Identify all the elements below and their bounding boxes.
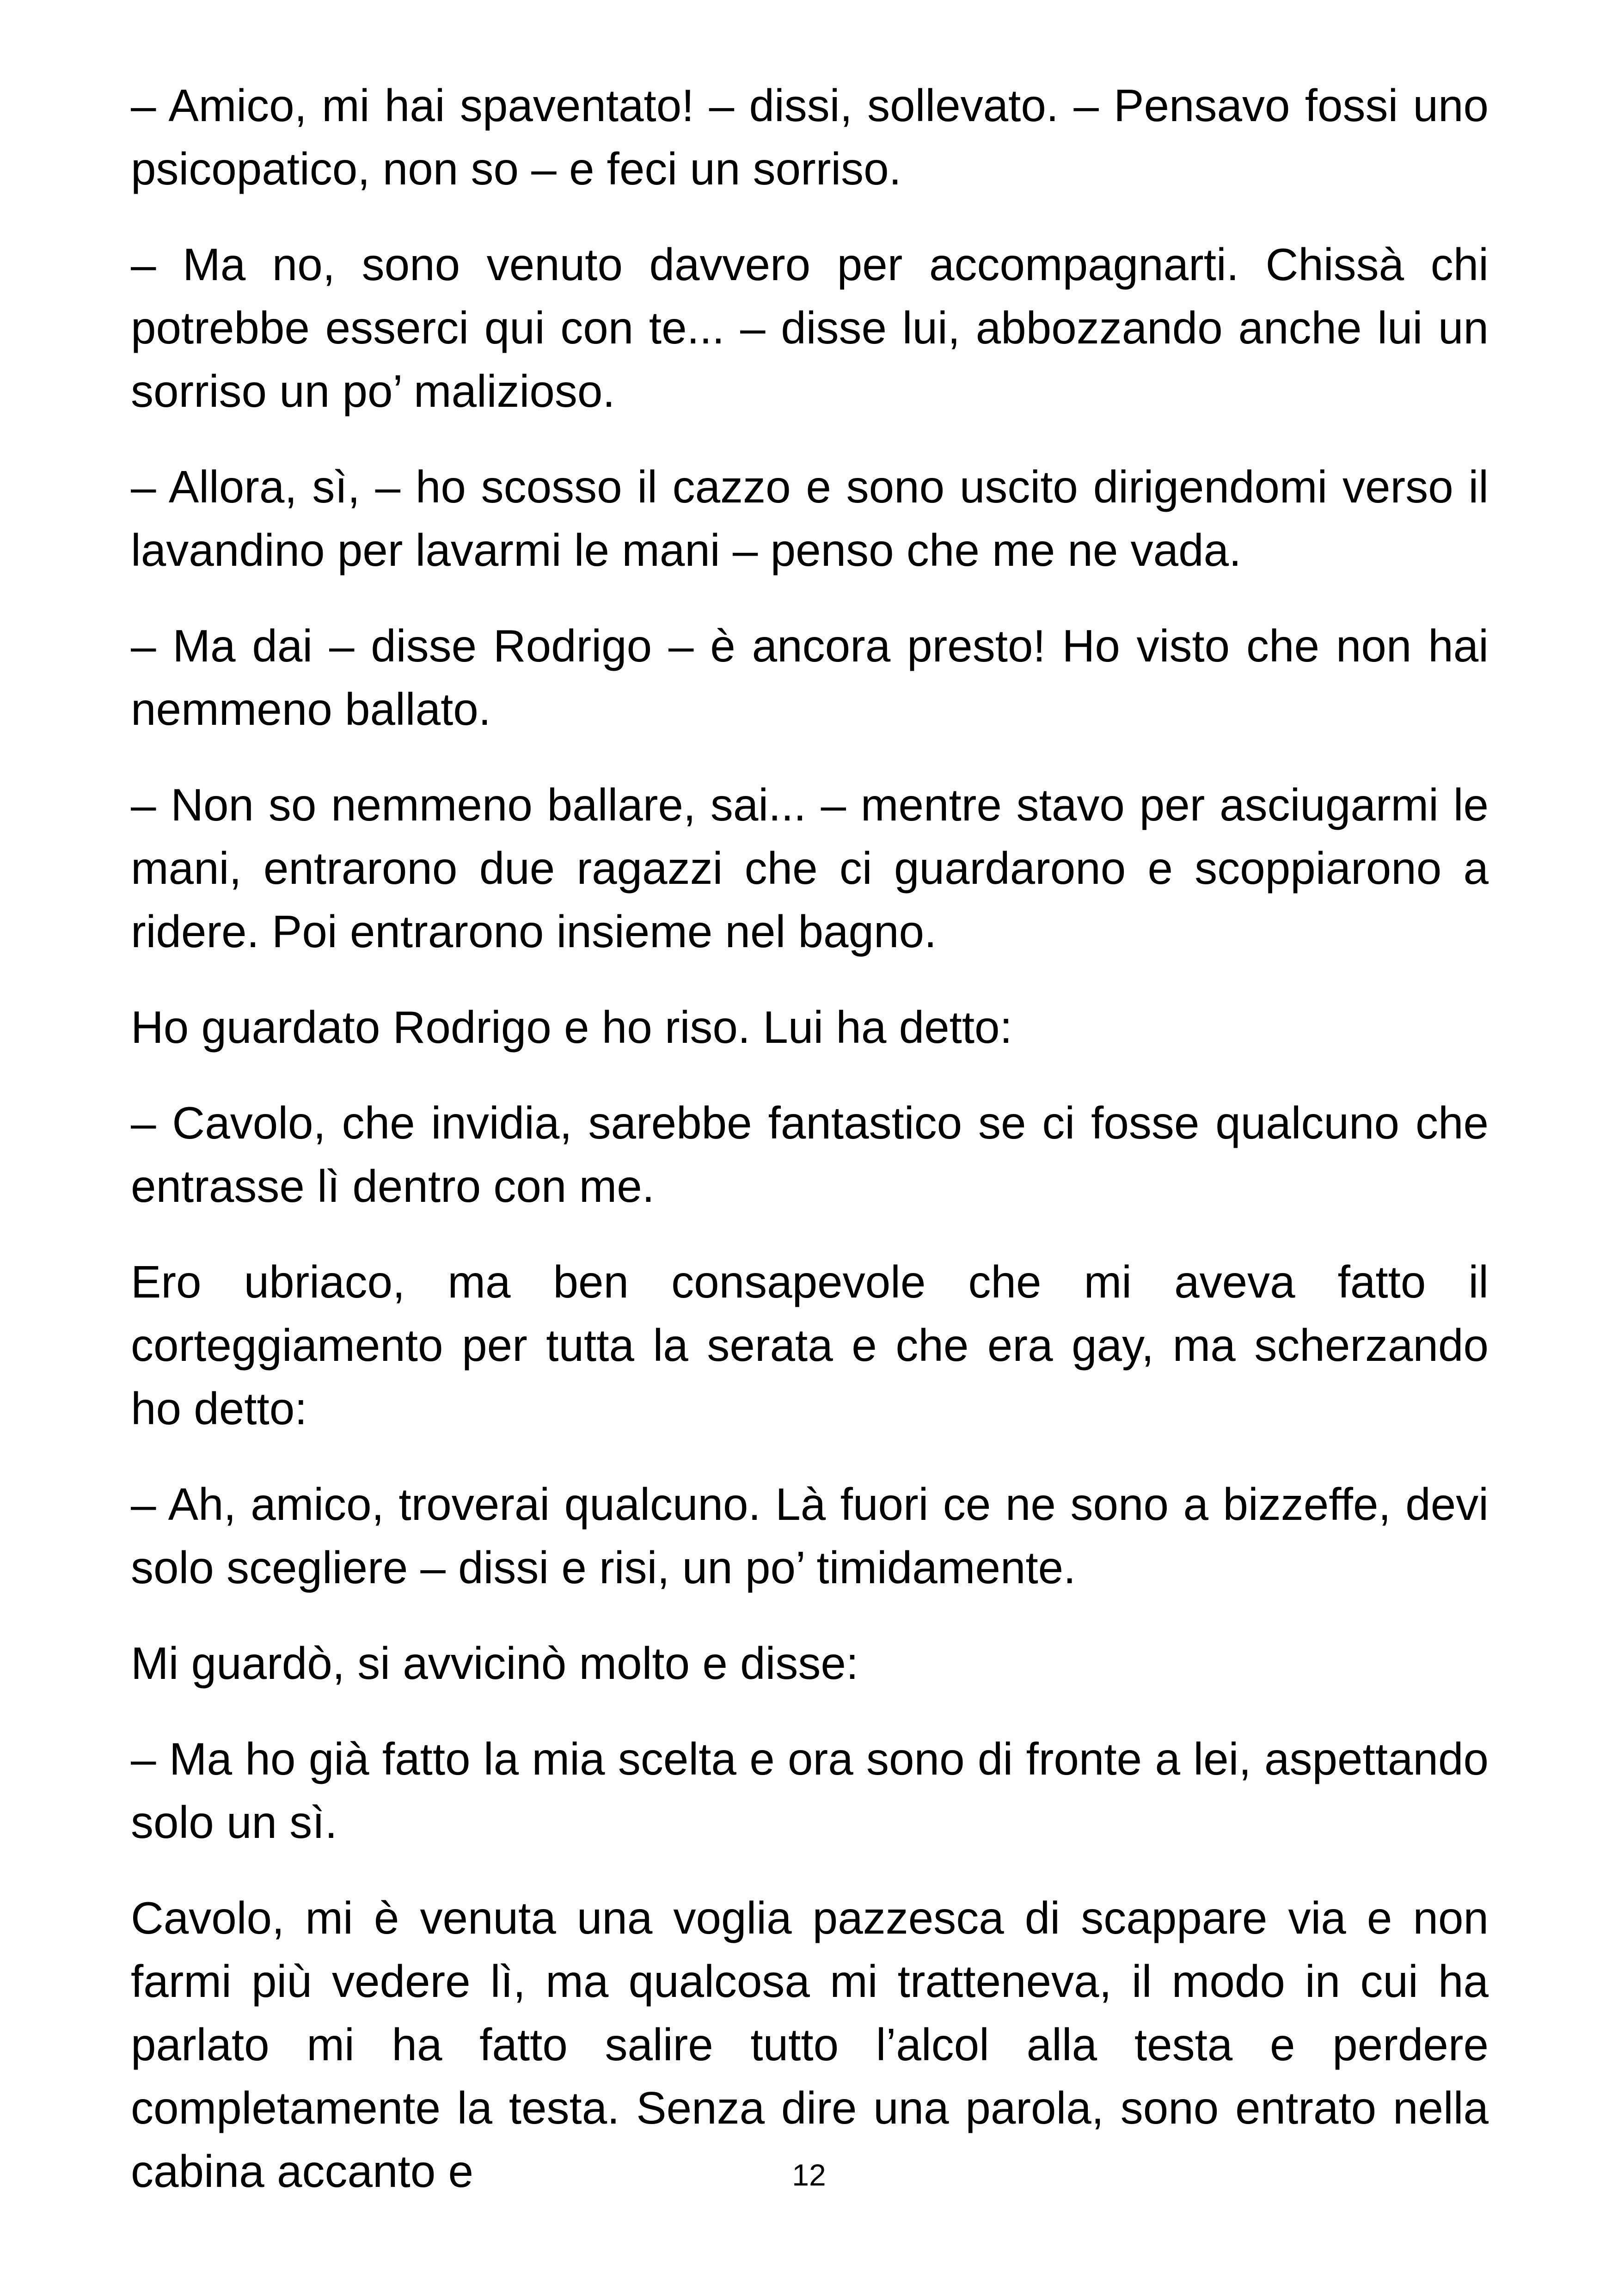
paragraph-10: Mi guardò, si avvicinò molto e disse: [131, 1638, 859, 1689]
paragraph-1: – Amico, mi hai spaventato! – dissi, sollevato. – Pensavo fossi uno psicopatico, non so – e feci un sorriso. [131, 80, 1489, 194]
paragraph-6: Ho guardato Rodrigo e ho riso. Lui ha detto: [131, 1002, 1012, 1053]
paragraph-2: – Ma no, sono venuto davvero per accompagnarti. Chissà chi potrebbe esserci qui con te... – disse lui, abbozzando anche lui un sorriso un po’ malizioso. [131, 239, 1489, 416]
paragraph-9: – Ah, amico, troverai qualcuno. Là fuori ce ne sono a bizzeffe, devi solo scegliere – dissi e risi, un po’ timidamente. [131, 1479, 1489, 1593]
body-text [131, 74, 1489, 2235]
paragraph-7: – Cavolo, che invidia, sarebbe fantastico se ci fosse qualcuno che entrasse lì dentro con me. [131, 1097, 1489, 1212]
page-number: 12 [792, 2158, 826, 2192]
paragraph-11: – Ma ho già fatto la mia scelta e ora sono di fronte a lei, aspettando solo un sì. [131, 1733, 1489, 1848]
paragraph-8: Ero ubriaco, ma ben consapevole che mi aveva fatto il corteggiamento per tutta la serata e che era gay, ma scherzando ho detto: [131, 1256, 1489, 1434]
paragraph-12: Cavolo, mi è venuta una voglia pazzesca di scappare via e non farmi più vedere lì, ma qualcosa mi tratteneva, il modo in cui ha parlato mi ha fatto salire tutto l’alcol alla testa e perdere completamente la testa. Senza dire una parola, sono entrato nella cabina accanto e [131, 1892, 1489, 2197]
paragraph-5: – Non so nemmeno ballare, sai... – mentre stavo per asciugarmi le mani, entrarono due ragazzi che ci guardarono e scoppiarono a ridere. Poi entrarono insieme nel bagno. [131, 779, 1489, 957]
paragraph-4: – Ma dai – disse Rodrigo – è ancora presto! Ho visto che non hai nemmeno ballato. [131, 620, 1489, 735]
paragraph-3: – Allora, sì, – ho scosso il cazzo e sono uscito dirigendomi verso il lavandino per lavarmi le mani – penso che me ne vada. [131, 461, 1489, 576]
